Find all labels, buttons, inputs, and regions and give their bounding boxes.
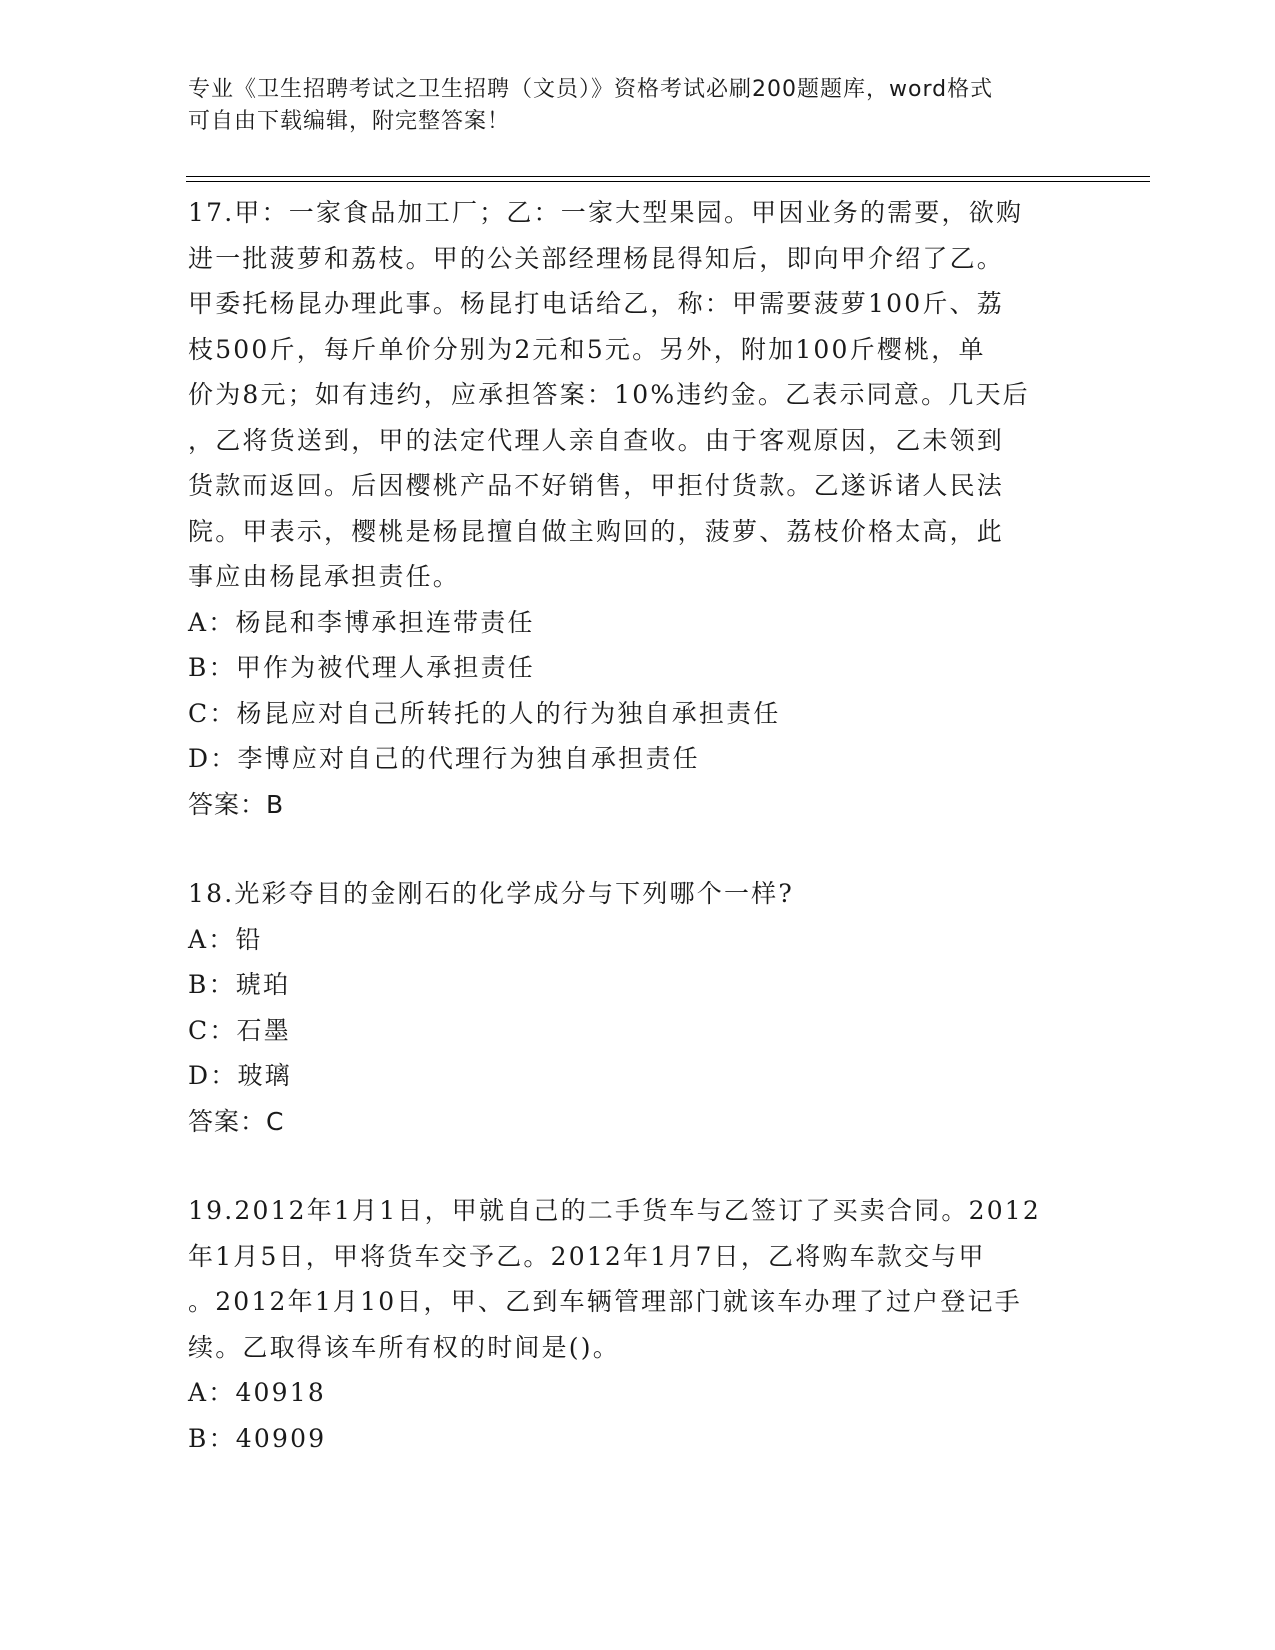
option-d: D：李博应对自己的代理行为独自承担责任 [188, 744, 700, 773]
question-17 [188, 190, 1088, 827]
question-text [188, 871, 1088, 917]
question-line: 货款而返回。后因樱桃产品不好销售，甲拒付货款。乙遂诉诸人民法 [188, 471, 1005, 500]
header-divider-bottom [186, 181, 1150, 182]
spacer [188, 1144, 1088, 1188]
question-line: ，乙将货送到，甲的法定代理人亲自查收。由于客观原因，乙未领到 [188, 425, 1005, 455]
question-line: 。2012年1月10日，甲、乙到车辆管理部门就该车办理了过户登记手 [188, 1287, 1022, 1316]
question-text [188, 1188, 1088, 1370]
answer-line: 答案：C [188, 1106, 285, 1136]
question-text [188, 190, 1088, 600]
option-a: A：铅 [188, 924, 263, 954]
option-b: B：40909 [188, 1423, 327, 1453]
header-line-2: 可自由下载编辑，附完整答案！ [188, 109, 511, 134]
question-line: 甲委托杨昆办理此事。杨昆打电话给乙，称：甲需要菠萝100斤、荔 [188, 289, 1004, 318]
spacer [188, 827, 1088, 871]
option-c: C：杨昆应对自己所转托的人的行为独自承担责任 [188, 698, 781, 728]
question-line: 枝500斤，每斤单价分别为2元和5元。另外，附加100斤樱桃，单 [188, 334, 986, 364]
question-18 [188, 871, 1088, 1144]
question-line: 院。甲表示，樱桃是杨昆擅自做主购回的，菠萝、荔枝价格太高，此 [188, 516, 1005, 546]
question-19 [188, 1188, 1088, 1461]
option-b: B：甲作为被代理人承担责任 [188, 653, 535, 682]
question-line: 进一批菠萝和荔枝。甲的公关部经理杨昆得知后，即向甲介绍了乙。 [188, 243, 1005, 273]
option-b: B：琥珀 [188, 970, 291, 999]
question-line: 年1月5日，甲将货车交予乙。2012年1月7日，乙将购车款交与甲 [188, 1241, 986, 1271]
header-divider-top [186, 176, 1150, 177]
header-line-1: 专业《卫生招聘考试之卫生招聘（文员）》资格考试必刷200题题库，word格式 [188, 77, 994, 102]
question-line: 18.光彩夺目的金刚石的化学成分与下列哪个一样? [188, 879, 794, 908]
document-header [188, 74, 1088, 138]
question-list [188, 190, 1088, 1461]
option-c: C：石墨 [188, 1015, 291, 1045]
answer-line: 答案：B [188, 789, 285, 819]
question-line: 价为8元；如有违约，应承担答案：10%违约金。乙表示同意。几天后 [188, 380, 1030, 409]
question-line: 续。乙取得该车所有权的时间是()。 [188, 1332, 620, 1362]
option-a: A：杨昆和李博承担连带责任 [188, 607, 535, 637]
question-line: 19.2012年1月1日，甲就自己的二手货车与乙签订了买卖合同。2012 [188, 1196, 1042, 1225]
option-a: A：40918 [188, 1378, 326, 1407]
question-line: 17.甲：一家食品加工厂；乙：一家大型果园。甲因业务的需要，欲购 [188, 198, 1024, 227]
option-d: D：玻璃 [188, 1061, 292, 1090]
question-line: 事应由杨昆承担责任。 [188, 562, 461, 591]
